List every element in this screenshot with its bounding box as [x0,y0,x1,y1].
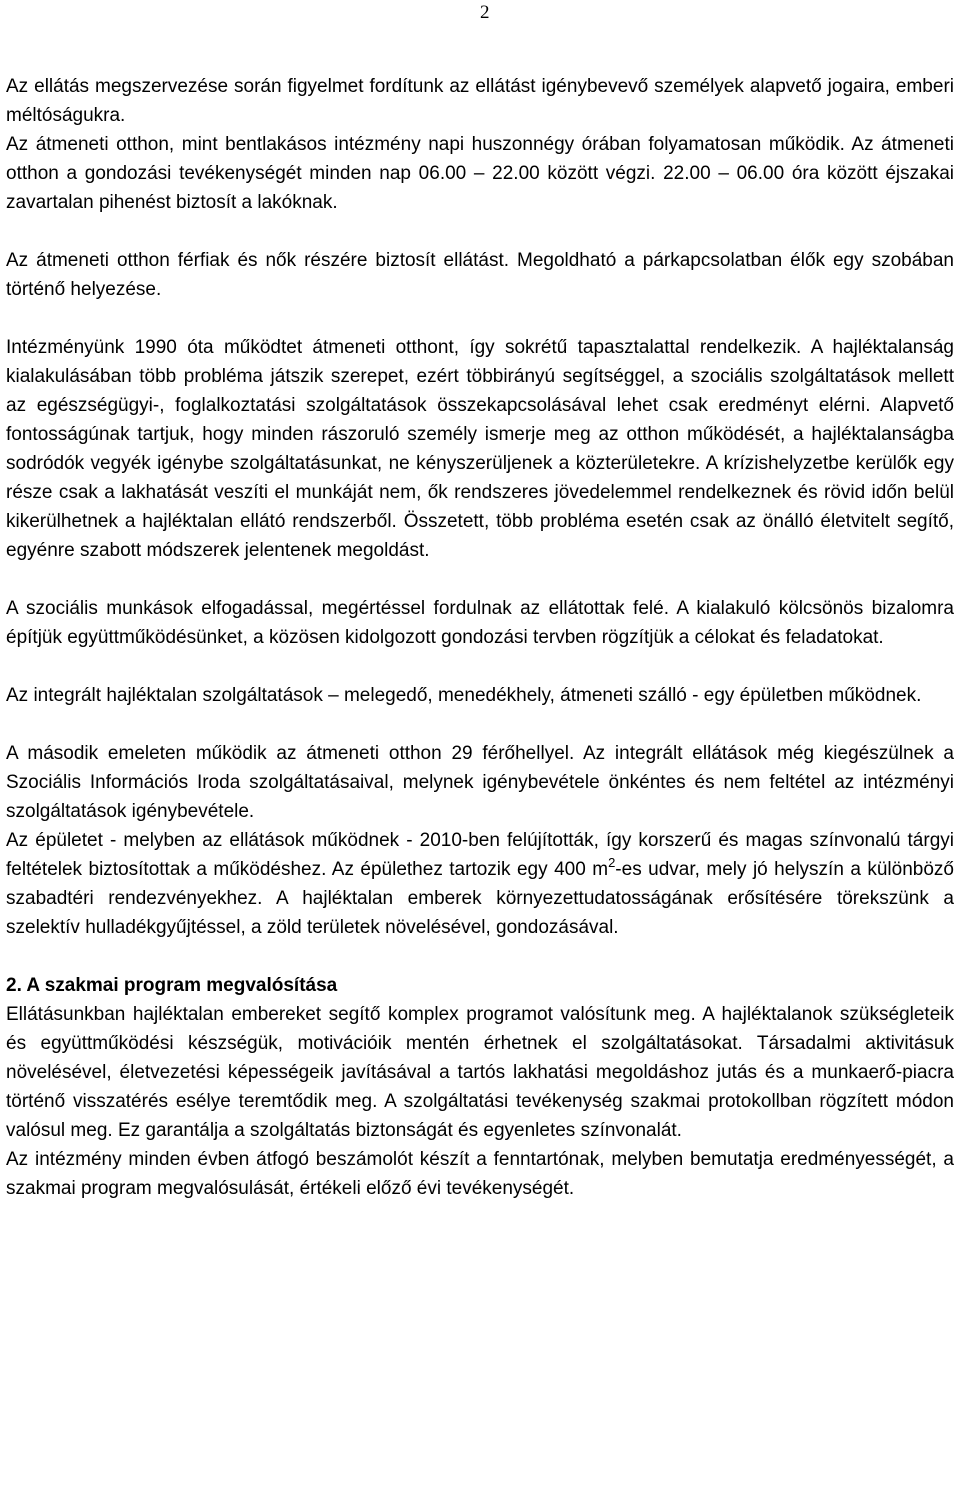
section-heading: 2. A szakmai program megvalósítása [6,975,338,996]
paragraph-spacer [6,304,954,333]
paragraph-second-floor: A második emeleten működik az átmeneti otthon 29 férőhellyel. Az integrált ellátások még kiegészülnek a Szociális Információs Iroda szolgáltatásaival, melynek igénybevétele önkéntes és nem feltétel az intézményi szolgáltatások igénybevétele. [6,743,954,822]
paragraph-complex-program: Ellátásunkban hajléktalan embereket segítő komplex programot valósítunk meg. A hajléktalanok szükségleteik és együttműködési készségük, motivációik mentén érhetnek el szolgáltatásokat. Társadalmi aktivitásuk növelésével, életvezetési képességeik javításával a tartós lakhatási megoldáshoz jutás és a munkaerő-piacra történő visszatérés esélye teremtődik meg. A szolgáltatási tevékenység szakmai protokollban rögzített módon valósul meg. Ez garantálja a szolgáltatás biztonságát és egyenletes színvonalát. [6,1004,954,1141]
paragraph-spacer [6,942,954,971]
paragraph-spacer [6,565,954,594]
paragraph-building [6,826,954,942]
paragraph-integrated-services: Az integrált hajléktalan szolgáltatások – melegedő, menedékhely, átmeneti szálló - egy épületben működnek. [6,685,922,706]
superscript-squared: 2 [608,855,616,870]
document-body [6,72,954,1203]
paragraph-annual-report: Az intézmény minden évben átfogó beszámolót készít a fenntartónak, melyben bemutatja eredményességét, a szakmai program megvalósulását, értékeli előző évi tevékenységét. [6,1149,954,1199]
paragraph-experience: Intézményünk 1990 óta működtet átmeneti otthont, így sokrétű tapasztalattal rendelkezik. A hajléktalanság kialakulásában több probléma játszik szerepet, ezért többirányú segítséggel, a szociális szolgáltatások mellett az egészségügyi-, foglalkoztatási szolgáltatások összekapcsolásával lehet csak eredményt elérni. Alapvető fontosságúnak tartjuk, hogy minden rászoruló személy ismerje meg az otthon működését, a hajléktalanságba sodródók vegyék igénybe szolgáltatásunkat, ne kényszerüljenek a közterületekre. A krízishelyzetbe kerülők egy része csak a lakhatását veszíti el munkáját nem, ők rendszeres jövedelemmel rendelkeznek és rövid időn belül kikerülhetnek a hajléktalan ellátó rendszerből. Összetett, több probléma esetén csak az önálló életvitelt segítő, egyénre szabott módszerek jelentenek megoldást. [6,337,954,561]
paragraph-operating-hours: Az átmeneti otthon, mint bentlakásos intézmény napi huszonnégy órában folyamatosan működik. Az átmeneti otthon a gondozási tevékenységét minden nap 06.00 – 22.00 között végzi. 22.00 – 06.00 óra között éjszakai zavartalan pihenést biztosít a lakóknak. [6,134,954,213]
paragraph-rights: Az ellátás megszervezése során figyelmet fordítunk az ellátást igénybevevő személyek alapvető jogaira, emberi méltóságukra. [6,76,954,126]
paragraph-social-workers: A szociális munkások elfogadással, megértéssel fordulnak az ellátottak felé. A kialakuló kölcsönös bizalomra építjük együttműködésünket, a közösen kidolgozott gondozási tervben rögzítjük a célokat és feladatokat. [6,598,954,648]
paragraph-spacer [6,217,954,246]
page-number: 2 [480,2,490,23]
paragraph-residents: Az átmeneti otthon férfiak és nők részére biztosít ellátást. Megoldható a párkapcsolatban élők egy szobában történő helyezése. [6,250,954,300]
paragraph-spacer [6,710,954,739]
paragraph-building-text-end: -es udvar, mely jó helyszín a különböző szabadtéri rendezvényekhez. A hajléktalan emberek környezettudatosságának erősítésére törekszünk a szelektív hulladékgyűjtéssel, a zöld területek növelésével, gondozásával. [6,859,954,938]
paragraph-spacer [6,652,954,681]
paragraph-building-text-start: Az épületet - melyben az ellátások működnek - 2010-ben felújították, így korszerű és magas színvonalú tárgyi feltételek biztosítottak a működéshez. Az épülethez tartozik egy 400 m [6,830,954,880]
